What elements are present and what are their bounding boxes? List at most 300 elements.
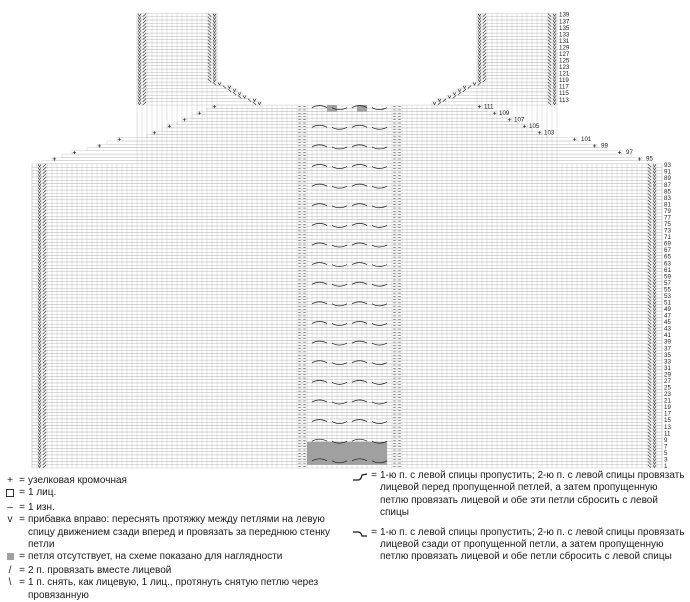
v-icon	[243, 96, 246, 98]
v-icon	[38, 174, 41, 176]
v-icon	[478, 56, 481, 58]
slash-right-icon	[43, 357, 46, 360]
row-label: 121	[559, 70, 570, 78]
v-icon	[653, 357, 656, 359]
slash-left-icon	[548, 59, 551, 62]
slash-left-icon	[648, 426, 651, 429]
slash-right-icon	[143, 73, 146, 76]
row-label: 63	[664, 260, 671, 268]
cross-right-icon	[352, 472, 368, 482]
slash-right-icon	[43, 416, 46, 419]
slash-left-icon	[648, 367, 651, 370]
slash-left-icon	[648, 233, 651, 236]
slash-right-icon	[43, 383, 46, 386]
v-icon	[38, 168, 41, 170]
v-icon	[218, 83, 221, 85]
slash-right-icon	[43, 272, 46, 275]
missing-stitch-top-left	[327, 105, 337, 112]
v-icon	[228, 86, 231, 88]
v-icon: v	[7, 514, 13, 526]
row-label: 31	[664, 364, 671, 372]
slash-right-icon	[43, 334, 46, 337]
v-icon	[453, 92, 456, 94]
v-icon	[213, 50, 216, 52]
row-label: 33	[664, 358, 671, 366]
row-label: 27	[664, 377, 671, 385]
slash-right-icon	[43, 180, 46, 183]
slash-right-icon	[43, 184, 46, 187]
slash-left-icon	[648, 432, 651, 435]
slash-right-icon	[43, 269, 46, 272]
slash-right-icon	[143, 33, 146, 36]
slash-left-icon	[648, 449, 651, 452]
slash-right-icon	[43, 315, 46, 318]
slash-left-icon	[228, 89, 231, 92]
slash-left-icon	[208, 46, 211, 49]
v-icon	[213, 76, 216, 78]
v-icon	[38, 344, 41, 346]
cross-left-icon	[372, 225, 387, 227]
slash-right-icon	[43, 432, 46, 435]
v-icon	[653, 164, 656, 166]
cross-left-icon	[332, 265, 347, 267]
slash-left-icon	[238, 95, 241, 98]
slash-left-icon	[648, 301, 651, 304]
slash-left-icon	[548, 30, 551, 33]
plus-icon	[198, 112, 201, 115]
v-icon	[653, 285, 656, 287]
v-icon	[38, 442, 41, 444]
slash-left-icon	[648, 223, 651, 226]
slash-right-icon	[43, 400, 46, 403]
row-label: 115	[559, 90, 569, 98]
v-icon	[213, 37, 216, 39]
slash-left-icon	[548, 56, 551, 59]
cross-right-icon	[312, 282, 327, 284]
row-label: 93	[664, 162, 671, 170]
v-icon	[653, 465, 656, 467]
slash-left-icon	[648, 200, 651, 203]
grid-row	[137, 82, 222, 85]
slash-left-icon	[648, 269, 651, 272]
legend-equals: =	[19, 501, 25, 513]
slash-right-icon	[43, 252, 46, 255]
v-icon	[553, 47, 556, 49]
slash-left-icon	[208, 24, 211, 27]
slash-right-icon	[143, 79, 146, 82]
v-icon	[653, 403, 656, 405]
slash-right-icon	[143, 30, 146, 33]
slash-right-icon	[43, 207, 46, 210]
row-label: 81	[664, 201, 671, 209]
v-icon	[553, 73, 556, 75]
v-icon	[653, 442, 656, 444]
slash-right-icon	[43, 210, 46, 213]
v-icon	[653, 338, 656, 340]
row-label: 91	[664, 168, 671, 176]
slash-left-icon	[648, 370, 651, 373]
v-icon	[653, 410, 656, 412]
slash-right-icon	[43, 164, 46, 167]
v-icon	[138, 102, 141, 104]
legend-equals: =	[371, 470, 377, 481]
slash-right-icon	[43, 403, 46, 406]
cross-left-icon	[332, 422, 347, 424]
plus-icon	[508, 118, 511, 121]
slash-left-icon	[648, 337, 651, 340]
v-icon	[478, 24, 481, 26]
slash-right-icon	[143, 76, 146, 79]
v-icon	[213, 53, 216, 55]
slash-left-icon	[648, 403, 651, 406]
v-icon	[38, 256, 41, 258]
slash-right-icon	[143, 56, 146, 59]
v-icon	[653, 253, 656, 255]
slash-left-icon	[648, 243, 651, 246]
slash-left-icon	[648, 318, 651, 321]
v-icon	[38, 233, 41, 235]
slash-right-icon	[483, 17, 486, 20]
slash-right-icon	[143, 50, 146, 53]
plus-icon	[73, 151, 76, 154]
slash-right-icon	[43, 220, 46, 223]
slash-left-icon	[648, 344, 651, 347]
v-icon	[38, 321, 41, 323]
row-label: 127	[559, 50, 570, 58]
cross-right-icon	[312, 106, 327, 108]
v-icon	[38, 432, 41, 434]
v-icon	[38, 298, 41, 300]
grid-row	[472, 82, 557, 85]
cross-left-icon	[332, 245, 347, 247]
slash-left-icon	[648, 406, 651, 409]
plus-icon	[168, 125, 171, 128]
v-icon	[553, 76, 556, 78]
v-icon	[653, 171, 656, 173]
v-icon	[38, 367, 41, 369]
slash-left-icon	[648, 364, 651, 367]
slash-left-icon	[208, 73, 211, 76]
slash-right-icon	[43, 256, 46, 259]
v-icon	[478, 37, 481, 39]
v-icon	[238, 92, 241, 94]
v-icon	[653, 259, 656, 261]
v-icon	[38, 419, 41, 421]
slash-left-icon	[648, 396, 651, 399]
slash-right-icon	[43, 370, 46, 373]
legend-right	[352, 470, 688, 571]
v-icon	[553, 24, 556, 26]
slash-left-icon	[648, 265, 651, 268]
slash-right-icon	[43, 462, 46, 465]
legend-item	[4, 565, 349, 577]
cross-right-icon	[312, 341, 327, 343]
plus-icon	[538, 131, 541, 134]
slash-right-icon	[483, 24, 486, 27]
slash-right-icon	[443, 99, 446, 102]
slash-right-icon	[43, 213, 46, 216]
plus-icon	[98, 144, 101, 147]
cross-right-icon	[352, 165, 367, 167]
slash-right-icon	[438, 102, 441, 105]
slash-right-icon	[143, 99, 146, 102]
slash-left-icon	[548, 20, 551, 23]
slash-left-icon	[548, 14, 551, 17]
cross-right-icon	[352, 243, 367, 245]
v-icon	[38, 279, 41, 281]
slash-left-icon	[648, 177, 651, 180]
v-icon	[653, 272, 656, 274]
cross-left-icon	[372, 265, 387, 267]
slash-left-icon	[648, 462, 651, 465]
slash-left-icon	[648, 246, 651, 249]
row-label: 55	[664, 286, 671, 294]
v-icon	[138, 63, 141, 65]
v-icon	[138, 20, 141, 22]
v-icon	[38, 383, 41, 385]
row-label: 25	[664, 384, 671, 392]
v-icon	[38, 423, 41, 425]
v-icon	[138, 92, 141, 94]
slash-right-icon	[483, 50, 486, 53]
cross-right-icon	[352, 184, 367, 186]
v-icon	[38, 357, 41, 359]
row-label: 139	[559, 11, 570, 19]
v-icon	[38, 305, 41, 307]
slash-right-icon	[143, 66, 146, 69]
cross-left-icon	[332, 127, 347, 129]
cross-right-icon	[352, 204, 367, 206]
v-icon	[213, 73, 216, 75]
slash-right-icon	[43, 282, 46, 285]
slash-left-icon	[208, 17, 211, 20]
v-icon	[653, 370, 656, 372]
v-icon	[553, 79, 556, 81]
v-icon	[553, 40, 556, 42]
v-icon	[213, 56, 216, 58]
slash-left-icon	[648, 249, 651, 252]
slash-left-icon	[648, 455, 651, 458]
row-label: 119	[559, 77, 569, 85]
cross-left-icon	[372, 245, 387, 247]
slash-right-icon	[143, 82, 146, 85]
v-icon	[553, 96, 556, 98]
v-icon	[653, 204, 656, 206]
slash-left-icon	[648, 226, 651, 229]
v-icon	[653, 249, 656, 251]
v-icon	[553, 14, 556, 16]
row-label: 51	[664, 299, 671, 307]
cross-right-icon	[352, 439, 367, 441]
slash-right-icon	[43, 194, 46, 197]
v-icon	[38, 223, 41, 225]
legend-item	[4, 577, 349, 602]
slash-right-icon	[43, 324, 46, 327]
legend-text: 1 изн.	[28, 501, 55, 513]
slash-right-icon	[43, 455, 46, 458]
row-label: 61	[664, 266, 671, 274]
slash-left-icon	[208, 27, 211, 30]
v-icon	[478, 50, 481, 52]
slash-right-icon	[43, 249, 46, 252]
v-icon	[138, 83, 141, 85]
slash-left-icon	[548, 43, 551, 46]
row-label: 29	[664, 371, 671, 379]
slash-right-icon	[143, 92, 146, 95]
legend-equals: =	[19, 487, 25, 499]
plus-icon	[573, 138, 576, 141]
v-icon	[38, 351, 41, 353]
slash-right-icon	[143, 17, 146, 20]
plus-icon	[493, 112, 496, 115]
slash-left-icon	[548, 17, 551, 20]
slash-right-icon	[43, 341, 46, 344]
slash-right-icon	[43, 318, 46, 321]
v-icon	[653, 292, 656, 294]
cross-left-icon	[332, 382, 347, 384]
v-icon	[478, 73, 481, 75]
v-icon	[38, 380, 41, 382]
slash-right-icon	[43, 167, 46, 170]
slash-left-icon	[648, 436, 651, 439]
row-label: 71	[664, 234, 671, 242]
v-icon	[38, 459, 41, 461]
slash-right-icon	[483, 46, 486, 49]
slash-right-icon	[43, 364, 46, 367]
slash-left-icon	[648, 167, 651, 170]
row-label: 137	[559, 18, 570, 26]
slash-left-icon	[648, 308, 651, 311]
v-icon	[553, 56, 556, 58]
v-icon	[653, 374, 656, 376]
slash-left-icon	[648, 174, 651, 177]
slash-right-icon	[143, 69, 146, 72]
row-label: 57	[664, 279, 671, 287]
v-icon	[38, 377, 41, 379]
slash-right-icon	[483, 37, 486, 40]
legend-item	[4, 502, 349, 514]
v-icon	[653, 380, 656, 382]
v-icon	[38, 240, 41, 242]
slash-right-icon	[143, 27, 146, 30]
slash-left-icon	[648, 334, 651, 337]
v-icon	[653, 262, 656, 264]
slash-left-icon	[548, 86, 551, 89]
v-icon	[213, 20, 216, 22]
slash-right-icon	[43, 377, 46, 380]
v-icon	[38, 226, 41, 228]
cross-right-icon	[312, 184, 327, 186]
v-icon	[653, 210, 656, 212]
v-icon	[478, 17, 481, 19]
v-icon	[38, 338, 41, 340]
row-label: 87	[664, 181, 671, 189]
slash-right-icon	[483, 76, 486, 79]
cross-right-icon	[352, 145, 367, 147]
v-icon	[553, 60, 556, 62]
v-icon	[213, 34, 216, 36]
slash-right-icon	[43, 422, 46, 425]
v-icon	[653, 233, 656, 235]
slash-left-icon	[648, 341, 651, 344]
v-icon	[653, 423, 656, 425]
v-icon	[38, 213, 41, 215]
slash-right-icon	[43, 386, 46, 389]
slash-right-icon	[463, 89, 466, 92]
slash-right-icon	[143, 46, 146, 49]
slash-left-icon	[548, 33, 551, 36]
v-icon	[213, 27, 216, 29]
v-icon	[653, 446, 656, 448]
slash-right-icon	[43, 328, 46, 331]
v-icon	[653, 168, 656, 170]
slash-right-icon	[453, 95, 456, 98]
legend-text: прибавка вправо: переснять протяжку между петлями на левую спицу движением сзади вперед и провязать за переднюю стенку петли	[28, 514, 330, 551]
row-label: 83	[664, 194, 671, 202]
slash-right-icon	[43, 426, 46, 429]
v-icon	[653, 217, 656, 219]
slash-left-icon	[648, 324, 651, 327]
slash-left-icon	[648, 252, 651, 255]
row-label: 11	[664, 430, 671, 438]
slash-left-icon	[208, 66, 211, 69]
v-icon	[653, 361, 656, 363]
v-icon	[38, 406, 41, 408]
v-icon	[653, 220, 656, 222]
v-icon	[653, 279, 656, 281]
v-icon	[653, 347, 656, 349]
slash-left-icon	[253, 102, 256, 105]
cross-left-icon	[332, 402, 347, 404]
v-icon	[553, 20, 556, 22]
grid-row	[432, 102, 557, 105]
slash-right-icon	[43, 360, 46, 363]
v-icon	[553, 37, 556, 39]
v-icon	[653, 406, 656, 408]
row-label: 9	[664, 436, 668, 444]
slash-left-icon	[648, 239, 651, 242]
v-icon	[38, 364, 41, 366]
v-icon	[138, 60, 141, 62]
row-label: 53	[664, 292, 671, 300]
slash-left-icon	[648, 203, 651, 206]
v-icon	[38, 341, 41, 343]
slash-left-icon	[648, 442, 651, 445]
v-icon	[473, 83, 476, 85]
slash-right-icon	[143, 95, 146, 98]
v-icon	[653, 387, 656, 389]
v-icon	[653, 266, 656, 268]
plus-icon	[213, 105, 216, 108]
cross-right-icon	[352, 125, 367, 127]
v-icon	[653, 377, 656, 379]
slash-right-icon	[143, 53, 146, 56]
slash-right-icon	[483, 59, 486, 62]
slash-left-icon	[208, 63, 211, 66]
legend-item	[4, 487, 349, 501]
slash-left-icon	[208, 20, 211, 23]
slash-right-icon	[483, 69, 486, 72]
v-icon	[38, 187, 41, 189]
slash-right-icon	[43, 465, 46, 468]
v-icon	[653, 184, 656, 186]
v-icon	[38, 295, 41, 297]
v-icon	[38, 266, 41, 268]
grid-row	[137, 102, 262, 105]
slash-right-icon	[43, 298, 46, 301]
v-icon	[38, 200, 41, 202]
v-icon	[478, 14, 481, 16]
